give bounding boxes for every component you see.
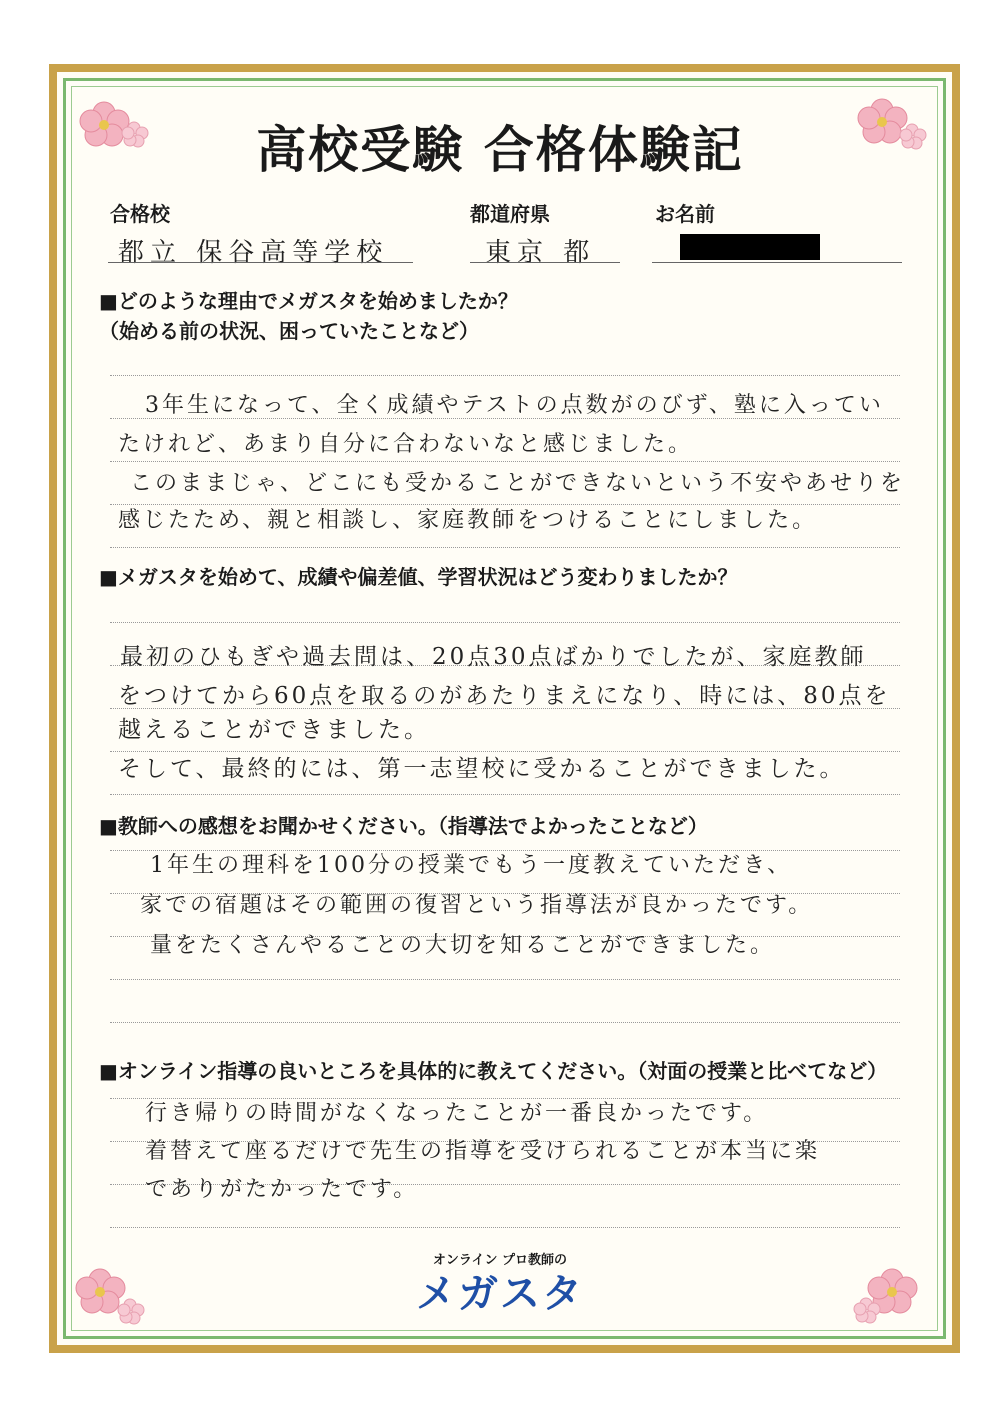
- answer-3-line-1: 1年生の理科を100分の授業でもう一度教えていただき、: [150, 853, 793, 878]
- answer-rule: [110, 622, 900, 623]
- answer-rule: [110, 375, 900, 376]
- answer-1-line-3: このままじゃ、どこにも受かることができないという不安やあせりを: [130, 471, 906, 496]
- page-title: 高校受験 合格体験記: [256, 121, 744, 179]
- logo-tagline: オンライン プロ教師の: [432, 1253, 568, 1268]
- school-underline: [108, 262, 413, 263]
- question-3-line-1: ■教師への感想をお聞かせください。（指導法でよかったことなど）: [99, 814, 708, 838]
- question-2-line-1: ■メガスタを始めて、成績や偏差値、学習状況はどう変わりましたか？: [99, 565, 738, 589]
- question-1-line-2: （始める前の状況、困っていたことなど）: [99, 319, 479, 343]
- school-label: 合格校: [110, 202, 170, 226]
- answer-4-line-1: 行き帰りの時間がなくなったことが一番良かったです。: [145, 1101, 769, 1126]
- redacted-name: [680, 234, 820, 260]
- answer-3-line-3: 量をたくさんやることの大切を知ることができました。: [150, 933, 776, 958]
- name-underline: [652, 262, 902, 263]
- answer-rule: [110, 979, 900, 980]
- answer-1-line-1: 3年生になって、全く成績やテストの点数がのびず、塾に入ってい: [145, 393, 884, 418]
- answer-rule: [110, 1227, 900, 1228]
- answer-2-line-2: をつけてから60点を取るのがあたりまえになり、時には、80点を: [118, 683, 891, 709]
- name-label: お名前: [655, 202, 715, 226]
- prefecture-label: 都道府県: [470, 202, 550, 226]
- question-4: [99, 1056, 887, 1086]
- answer-4-line-2: 着替えて座るだけで先生の指導を受けられることが本当に楽: [145, 1139, 821, 1164]
- answer-2-line-3: 越えることができました。: [118, 717, 430, 743]
- answer-rule: [110, 1022, 900, 1023]
- answer-rule: [110, 461, 900, 462]
- answer-3-line-2: 家での宿題はその範囲の復習という指導法が良かったです。: [140, 893, 814, 918]
- answer-2-line-1: 最初のひもぎや過去問は、20点30点ばかりでしたが、家庭教師: [120, 644, 867, 670]
- question-4-line-1: ■オンライン指導の良いところを具体的に教えてください。（対面の授業と比べてなど）: [99, 1059, 888, 1083]
- answer-4-line-3: でありがたかったです。: [145, 1177, 419, 1202]
- answer-1-line-2: たけれど、あまり自分に合わないなと感じました。: [118, 432, 694, 457]
- megasta-logo: メガスタ: [416, 1271, 584, 1317]
- prefecture-underline: [470, 262, 620, 263]
- question-2: [99, 562, 738, 592]
- question-1-line-1: ■どのような理由でメガスタを始めましたか？: [99, 289, 518, 313]
- answer-2-line-4: そして、最終的には、第一志望校に受かることができました。: [118, 756, 846, 782]
- school-value: 都立 保谷高等学校: [118, 238, 389, 268]
- answer-1-line-4: 感じたため、親と相談し、家庭教師をつけることにしました。: [118, 508, 818, 533]
- answer-rule: [110, 547, 900, 548]
- question-3: [99, 811, 708, 841]
- question-1: [99, 286, 518, 346]
- answer-rule: [110, 794, 900, 795]
- prefecture-value: 東京 都: [485, 238, 596, 268]
